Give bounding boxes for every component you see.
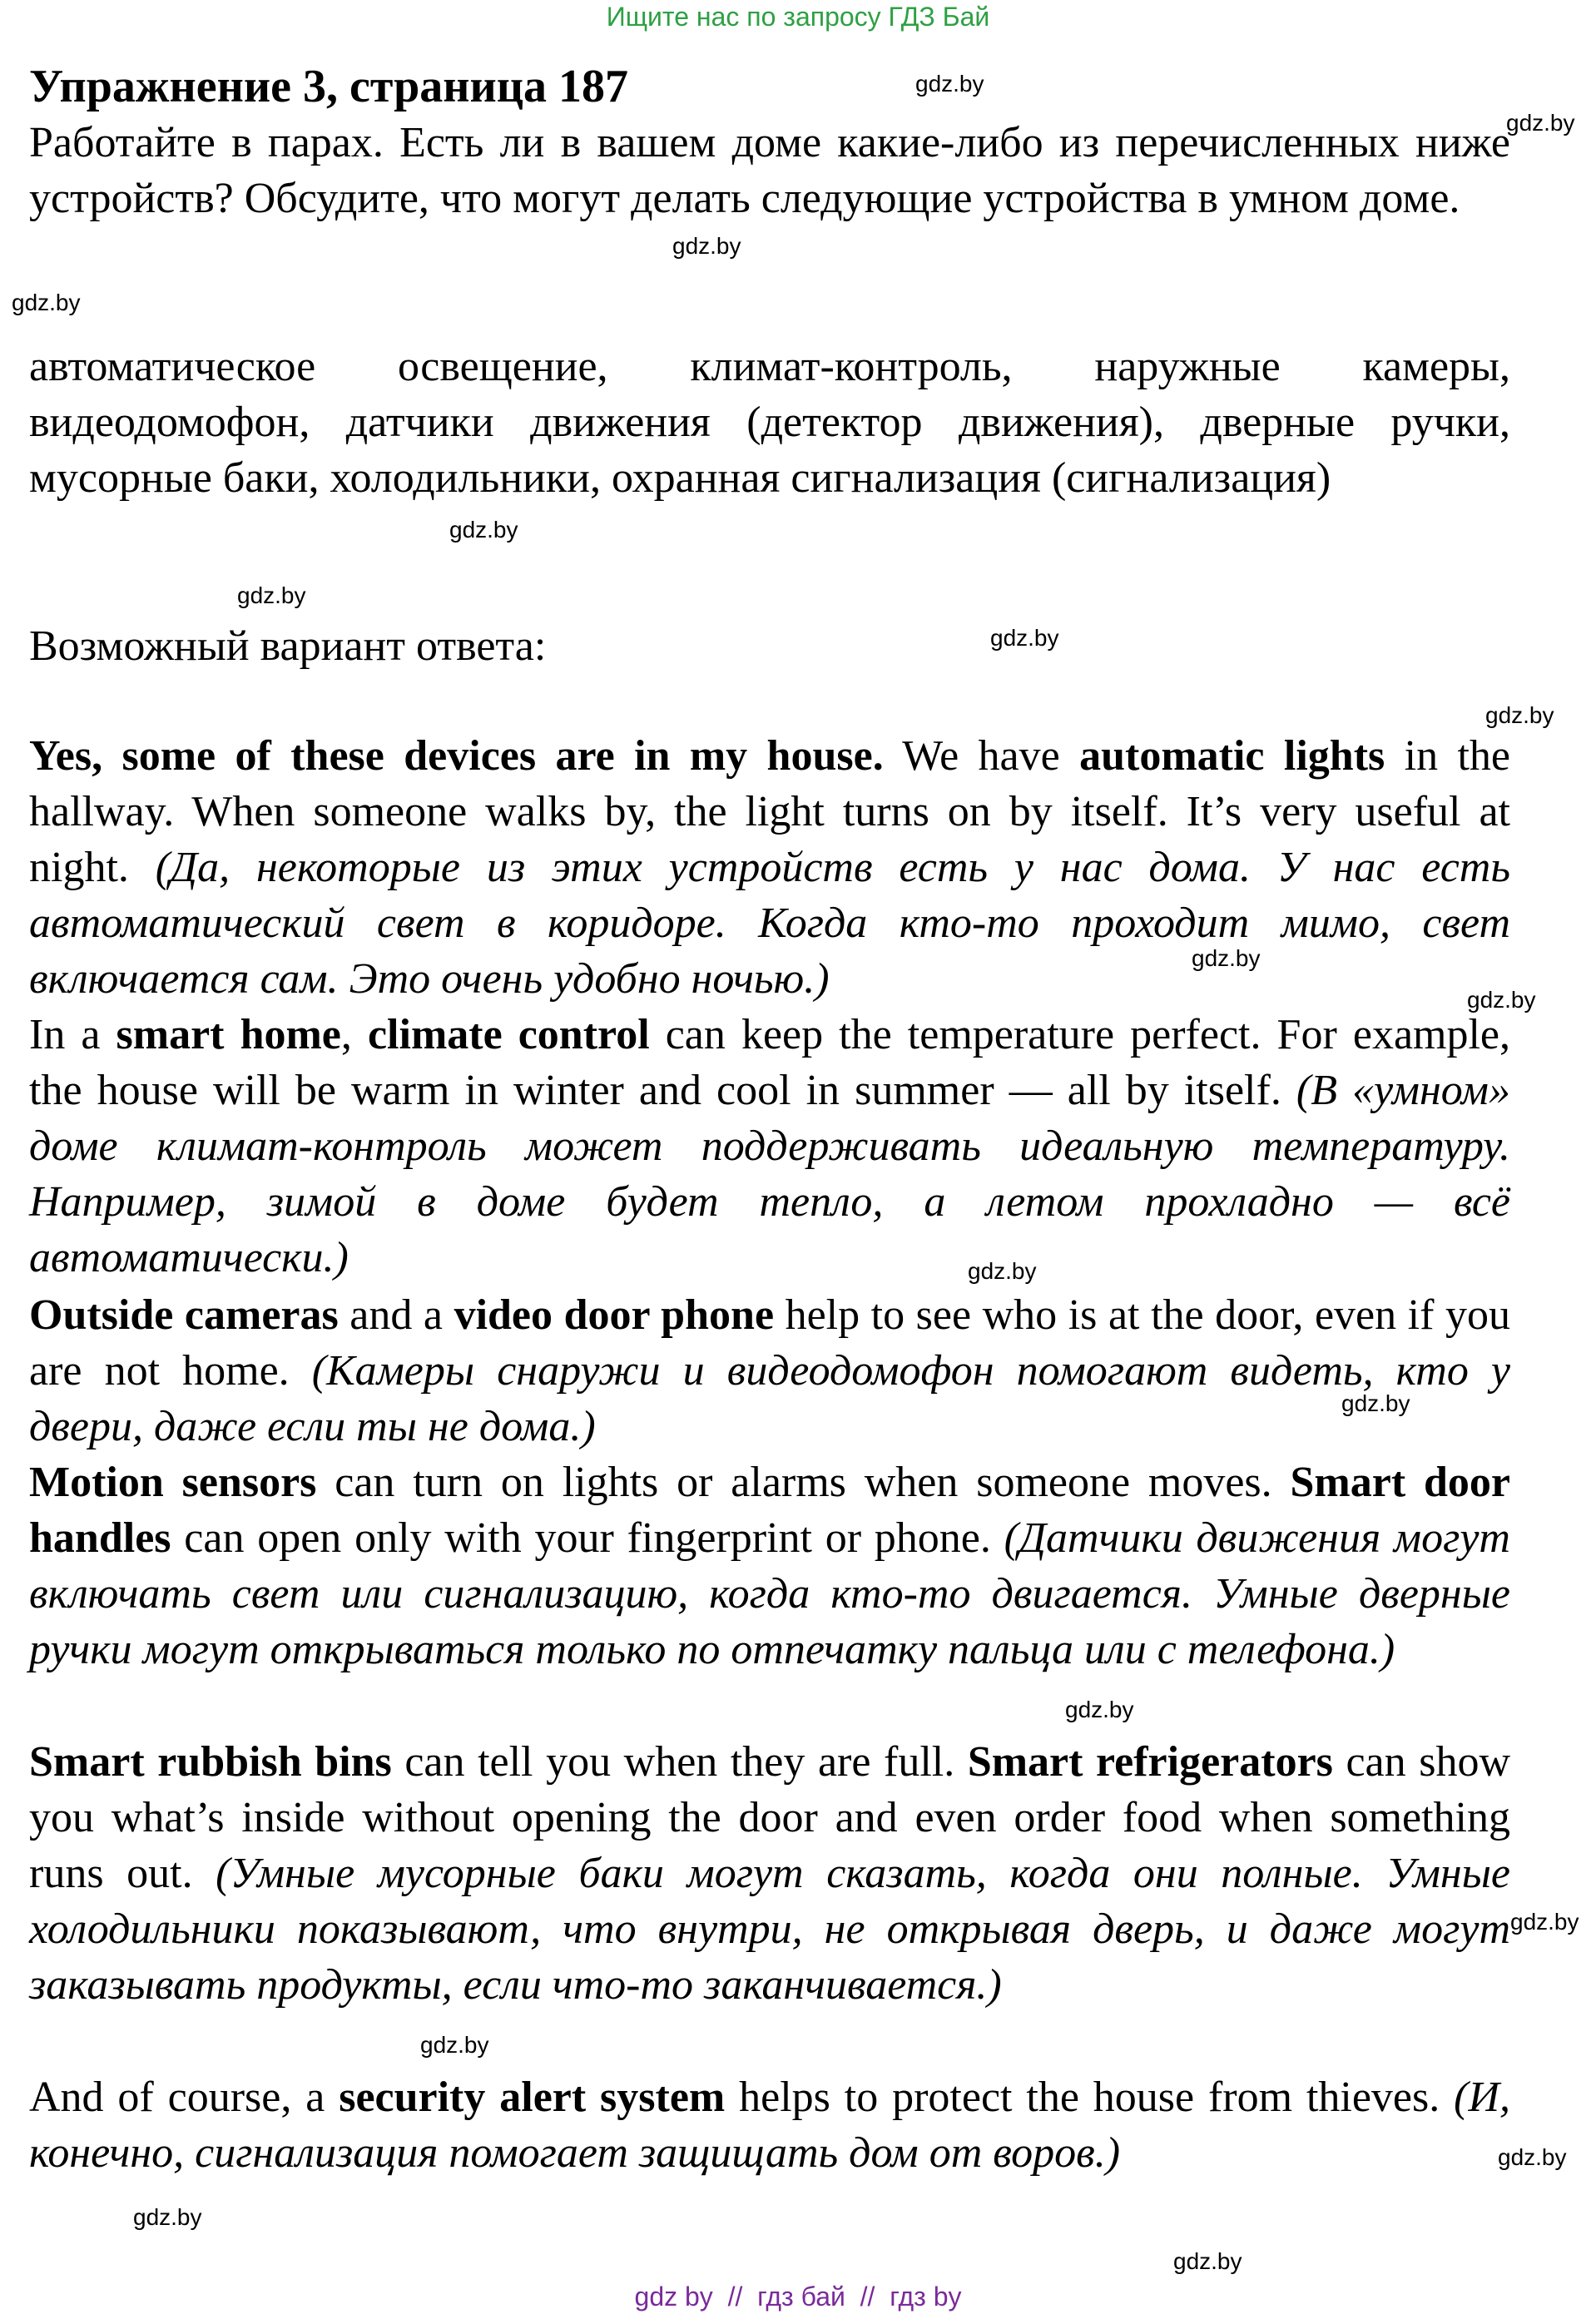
watermark: gdz.by <box>1498 2144 1567 2170</box>
bold-phrase: climate control <box>367 1011 650 1058</box>
text-span: helps to protect the house from thieves. <box>725 2074 1455 2121</box>
task-text: Работайте в парах. Есть ли в вашем доме какие-либо из перечисленных ниже устройств? Обсудите, что могут делать следующие устройства в умном доме. <box>29 119 1510 222</box>
answer-paragraph-1 <box>29 728 1510 1007</box>
watermark: gdz.by <box>1065 1697 1134 1722</box>
answer-paragraph-5 <box>29 1734 1510 2013</box>
answer-paragraph-3 <box>29 1287 1510 1454</box>
bold-phrase: Smart rubbish bins <box>29 1738 392 1786</box>
watermark: gdz.by <box>1510 1909 1579 1935</box>
text-span: can keep the temperature perfect. For example, the house will be warm in winter and cool in summer — all by itself. <box>29 1011 1510 1114</box>
exercise-heading: Упражнение 3, страница 187 <box>29 61 629 112</box>
bold-phrase: smart home <box>116 1011 341 1058</box>
bold-phrase: Smart door handles <box>29 1459 1510 1562</box>
devices-list: автоматическое освещение, климат-контроль, наружные камеры, видеодомофон, датчики движения (детектор движения), дверные ручки, мусорные баки, холодильники, охранная сигнализация (сигнализация) <box>29 343 1510 502</box>
bold-phrase: automatic lights <box>1079 732 1385 780</box>
answer-paragraph-4 <box>29 1454 1510 1677</box>
watermark: gdz.by <box>968 1258 1037 1284</box>
text-span: can turn on lights or alarms when someone moves. <box>316 1459 1291 1506</box>
watermark: gdz.by <box>1192 945 1261 971</box>
russian-translation: (Датчики движения могут включать свет или сигнализацию, когда кто-то двигается. Умные дверные ручки могут открываться только по отпечатку пальца или с телефона.) <box>29 1514 1510 1673</box>
watermark: gdz.by <box>1506 110 1575 136</box>
text-span: can tell you when they are full. <box>391 1738 968 1786</box>
watermark: gdz.by <box>1467 987 1536 1013</box>
bold-phrase: Yes, some of these devices are in my house. <box>29 732 884 780</box>
text-span: And of course, a <box>29 2074 340 2121</box>
bottom-banner: gdz by // гдз бай // гдз by <box>634 2282 962 2312</box>
watermark: gdz.by <box>133 2204 202 2230</box>
text-span: In a <box>29 1011 116 1058</box>
watermark: gdz.by <box>915 71 984 97</box>
russian-translation: (Умные мусорные баки могут сказать, когда они полные. Умные холодильники показывают, что внутри, не открывая дверь, и даже могут заказывать продукты, если что-то заканчивается.) <box>29 1850 1510 2009</box>
watermark: gdz.by <box>672 233 741 259</box>
russian-translation: (И, конечно, сигнализация помогает защищать дом от воров.) <box>29 2074 1510 2177</box>
watermark: gdz.by <box>12 290 81 315</box>
bold-phrase: Smart refrigerators <box>967 1738 1333 1786</box>
bold-phrase: security alert system <box>339 2074 726 2121</box>
text-span: can show you what’s inside without opening the door and even order food when something runs out. <box>29 1738 1510 1897</box>
watermark: gdz.by <box>420 2032 489 2058</box>
russian-translation: (Камеры снаружи и видеодомофон помогают видеть, кто у двери, даже если ты не дома.) <box>29 1347 1511 1450</box>
text-span: help to see who is at the door, even if you are not home. <box>29 1291 1510 1395</box>
text-span: in the hallway. When someone walks by, the light turns on by itself. It’s very useful at night. <box>29 732 1511 891</box>
top-banner: Ищите нас по запросу ГДЗ Бай <box>606 2 990 32</box>
watermark: gdz.by <box>1341 1390 1410 1416</box>
bold-phrase: Outside cameras <box>29 1291 339 1339</box>
watermark: gdz.by <box>449 517 518 543</box>
answer-label: Возможный вариант ответа: <box>29 622 547 670</box>
watermark: gdz.by <box>237 582 306 608</box>
russian-translation: (Да, некоторые из этих устройств есть у нас дома. У нас есть автоматический свет в коридоре. Когда кто-то проходит мимо, свет включается сам. Это очень удобно ночью.) <box>29 844 1510 1003</box>
russian-translation: (В «умном» доме климат-контроль может поддерживать идеальную температуру. Например, зимой в доме будет тепло, а летом прохладно — всё автоматически.) <box>29 1067 1510 1281</box>
text-span: We have <box>883 732 1080 780</box>
answer-paragraph-2 <box>29 1007 1510 1286</box>
watermark: gdz.by <box>1173 2248 1242 2274</box>
watermark: gdz.by <box>990 625 1059 651</box>
text-span: and a <box>338 1291 454 1339</box>
bold-phrase: video door phone <box>454 1291 775 1339</box>
answer-paragraph-6 <box>29 2069 1510 2181</box>
text-span: , <box>340 1011 368 1058</box>
text-span: can open only with your fingerprint or phone. <box>171 1514 1004 1562</box>
watermark: gdz.by <box>1485 702 1554 728</box>
bold-phrase: Motion sensors <box>29 1459 317 1506</box>
